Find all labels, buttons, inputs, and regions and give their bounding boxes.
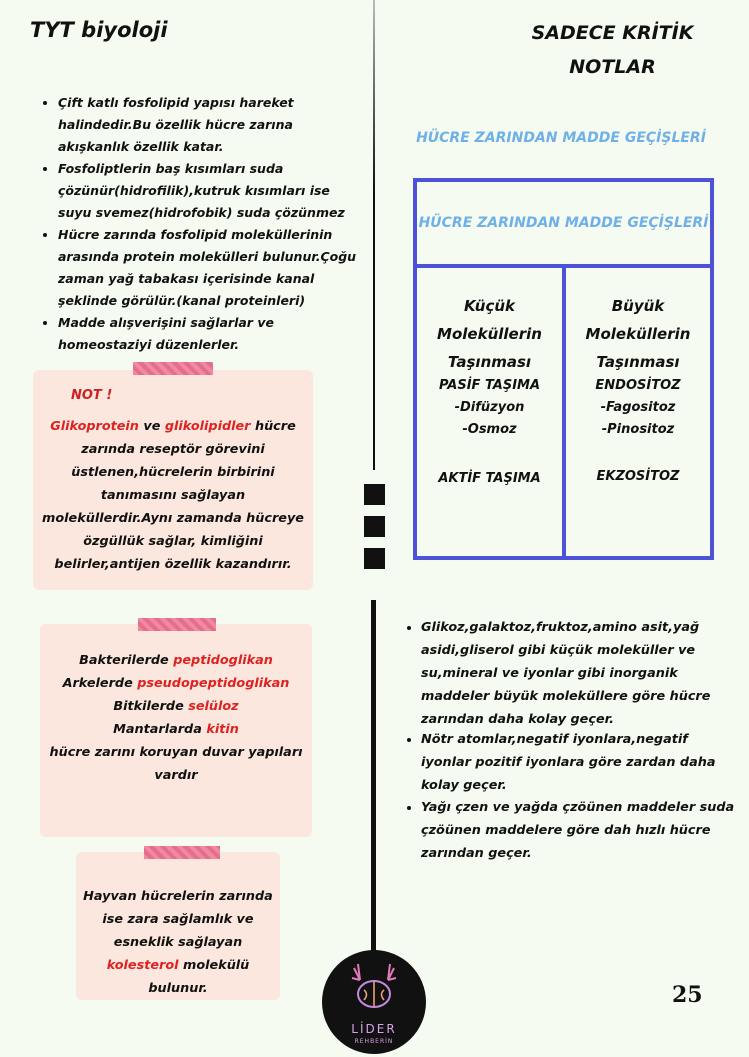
cell-wall-card [40, 624, 312, 837]
page-title: TYT biyoloji [30, 18, 168, 42]
active-transport: AKTİF TAŞIMA [438, 471, 541, 486]
page-number: 25 [672, 982, 703, 1008]
large-molecule-title: Büyük Moleküllerin Taşınması [585, 297, 691, 371]
vertical-divider [373, 0, 375, 470]
endocytosis: ENDOSİTOZ -Fagositoz -Pinositoz [595, 378, 681, 437]
list-item: • Hücre zarında fosfolipid moleküllerinin arasında protein molekülleri bulunur.Çoğu zaman yağ tabakası içerisinde kanal şeklinde görülür.(kanal proteinleri) [58, 224, 367, 312]
section-title-line2: NOTLAR [569, 56, 656, 78]
note-title: NOT ! [71, 388, 113, 403]
divider-square [364, 548, 385, 569]
logo-name: LİDER [351, 1022, 397, 1036]
section-title-line1: SADECE KRİTİK [531, 22, 694, 44]
transport-box-header [413, 178, 714, 268]
note-body: hücre zarında reseptör görevini üstlenen,hücrelerin birbirini tanımasını sağlayan moleküllerdir.Aynı zamanda hücreye özgüllük sağlar, kimliğini belirler,antijen özellik kazandırır. [42, 419, 304, 572]
passage-bullet-list [405, 616, 740, 731]
brain-antlers-icon [346, 958, 402, 1014]
list-item: • Yağı çzen ve yağda çzöünen maddeler suda çzöünen maddelere göre dah hızlı hücre zarından geçer. [421, 796, 740, 865]
small-molecule-title: Küçük Moleküllerin Taşınması [437, 297, 542, 371]
brand-logo [322, 950, 426, 1054]
tape-decoration [133, 362, 213, 375]
large-molecule-column [562, 264, 714, 560]
transport-heading: HÜCRE ZARINDAN MADDE GEÇİŞLERİ [416, 130, 706, 146]
vertical-divider [371, 600, 376, 960]
tape-decoration [144, 846, 220, 859]
passive-transport: PASİF TAŞIMA -Difüzyon -Osmoz [438, 378, 541, 437]
list-item: • Nötr atomlar,negatif iyonlara,negatif iyonlar pozitif iyonlara göre zardan daha kolay geçer. [421, 728, 740, 797]
wall-line-plants: Bitkilerde selüloz [113, 699, 239, 714]
note-text [41, 415, 305, 576]
note-card [33, 370, 313, 590]
list-item: • Fosfoliptlerin baş kısımları suda çözünür(hidrofilik),kutruk kısımları ise suyu svemez(hidrofobik) suda çözünmez [58, 158, 367, 224]
logo-subtitle: REHBERİN [354, 1038, 394, 1045]
divider-square [364, 484, 385, 505]
wall-line-fungi: Mantarlarda kitin [113, 722, 239, 737]
wall-line-bacteria: Bakterilerde peptidoglikan [79, 653, 273, 668]
tape-decoration [138, 618, 216, 631]
divider-square [364, 516, 385, 537]
glycolipid-term: glikolipidler [164, 419, 251, 434]
list-item: • Madde alışverişini sağlarlar ve homeostaziyi düzenlerler. [58, 312, 367, 356]
wall-line-summary: hücre zarını koruyan duvar yapıları vardır [49, 745, 303, 783]
passage-bullet-list [405, 796, 740, 865]
note-connector: ve [138, 419, 165, 434]
cell-wall-text [45, 649, 307, 787]
list-item: • Glikoz,galaktoz,fruktoz,amino asit,yağ asidi,gliserol gibi küçük moleküller ve su,mineral ve iyonlar gibi inorganik maddeler büyük moleküllere göre hücre zarından daha kolay geçer. [421, 616, 740, 731]
glycoprotein-term: Glikoprotein [50, 419, 139, 434]
exocytosis: EKZOSİTOZ [596, 469, 680, 484]
wall-line-archaea: Arkelerde pseudopeptidoglikan [62, 676, 290, 691]
cholesterol-card [76, 852, 280, 1000]
cholesterol-term: kolesterol [106, 958, 179, 973]
passage-bullet-list [405, 728, 740, 797]
membrane-bullet-list [42, 92, 367, 356]
section-title [520, 16, 705, 84]
list-item: • Çift katlı fosfolipid yapısı hareket halindedir.Bu özellik hücre zarına akışkanlık özellik katar. [58, 92, 367, 158]
small-molecule-column [413, 264, 566, 560]
cholesterol-text: Hayvan hücrelerin zarında ise zara sağlamlık ve esneklik sağlayan kolesterol molekülü bulunur. [83, 889, 273, 996]
transport-box-title: HÜCRE ZARINDAN MADDE GEÇİŞLERİ [418, 215, 709, 231]
